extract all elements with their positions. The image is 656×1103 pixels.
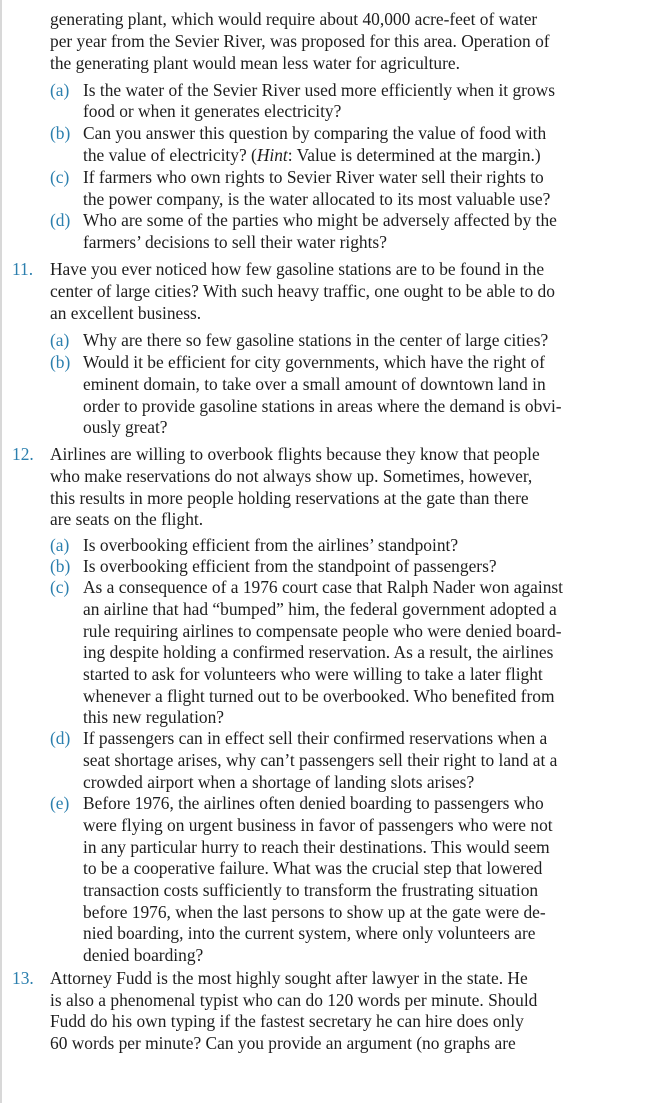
p13-intro-line-4: 60 words per minute? Can you provide an argument (no graphs are (50, 1033, 516, 1053)
p12c-line-3: rule requiring airlines to compensate people who were denied board- (83, 621, 562, 641)
p11b-line-1: Would it be efficient for city governments, which have the right of (83, 352, 545, 372)
p11-intro-line-1: Have you ever noticed how few gasoline stations are to be found in the (50, 259, 545, 279)
p13-intro-line-2: is also a phenomenal typist who can do 120 words per minute. Should (50, 990, 538, 1010)
p10-intro-line-1: generating plant, which would require about 40,000 acre-feet of water (50, 9, 538, 29)
p12d-line-1: If passengers can in effect sell their confirmed reservations when a (83, 728, 548, 748)
p10c-line-1: If farmers who own rights to Sevier River water sell their rights to (83, 167, 544, 187)
p10a-label: (a) (50, 80, 70, 100)
p12e-line-5: transaction costs sufficiently to transform the frustrating situation (83, 880, 539, 900)
p11-intro-line-3: an excellent business. (50, 303, 202, 323)
p12e-line-4: to be a cooperative failure. What was the crucial step that lowered (83, 858, 543, 878)
p12e-label: (e) (50, 793, 70, 813)
p10b-line-2 (83, 145, 541, 166)
p11b-line-2: eminent domain, to take over a small amount of downtown land in (83, 374, 546, 394)
p12c-line-5: started to ask for volunteers who were willing to take a later flight (83, 664, 543, 684)
p10-intro-line-2: per year from the Sevier River, was proposed for this area. Operation of (50, 31, 550, 51)
problem-13-number: 13. (12, 968, 34, 988)
p10c-label: (c) (50, 167, 70, 187)
p12-intro-line-4: are seats on the flight. (50, 509, 204, 529)
p10b-line-2-a: the value of electricity? ( (83, 145, 257, 165)
p12e-line-1: Before 1976, the airlines often denied boarding to passengers who (83, 793, 544, 813)
p12c-line-7: this new regulation? (83, 707, 225, 727)
p11a-line-1: Why are there so few gasoline stations in the center of large cities? (83, 330, 549, 350)
p12a-line-1: Is overbooking efficient from the airlines’ standpoint? (83, 535, 459, 555)
p12-intro-line-2: who make reservations do not always show up. Sometimes, however, (50, 466, 533, 486)
p12c-label: (c) (50, 577, 70, 597)
p12e-line-3: in any particular hurry to reach their destinations. This would seem (83, 837, 550, 857)
p12-intro-line-1: Airlines are willing to overbook flights because they know that people (50, 444, 540, 464)
p10c-line-2: the power company, is the water allocated to its most valuable use? (83, 189, 551, 209)
problem-12-number: 12. (12, 444, 34, 464)
p12-intro-line-3: this results in more people holding reservations at the gate than there (50, 488, 529, 508)
p10a-line-2: food or when it generates electricity? (83, 101, 342, 121)
p10d-label: (d) (50, 210, 71, 230)
p12e-line-6: before 1976, when the last persons to show up at the gate were de- (83, 902, 546, 922)
p11b-line-3: order to provide gasoline stations in areas where the demand is obvi- (83, 396, 562, 416)
problem-11-number: 11. (12, 259, 34, 279)
p11b-line-4: ously great? (83, 417, 168, 437)
p11b-label: (b) (50, 352, 71, 372)
p11a-label: (a) (50, 330, 70, 350)
p12e-line-8: denied boarding? (83, 945, 204, 965)
p12d-line-3: crowded airport when a shortage of landing slots arises? (83, 772, 475, 792)
p12c-line-1: As a consequence of a 1976 court case that Ralph Nader won against (83, 577, 564, 597)
p10b-label: (b) (50, 123, 71, 143)
p13-intro-line-3: Fudd do his own typing if the fastest secretary he can hire does only (50, 1011, 524, 1031)
p10b-line-1: Can you answer this question by comparing the value of food with (83, 123, 547, 143)
p10d-line-2: farmers’ decisions to sell their water rights? (83, 232, 387, 252)
p12e-line-7: nied boarding, into the current system, where only volunteers are (83, 923, 536, 943)
p10-intro-line-3: the generating plant would mean less water for agriculture. (50, 53, 460, 73)
p12c-line-4: ing despite holding a confirmed reservation. As a result, the airlines (83, 642, 554, 662)
p10a-line-1: Is the water of the Sevier River used more efficiently when it grows (83, 80, 555, 100)
p11-intro-line-2: center of large cities? With such heavy traffic, one ought to be able to do (50, 281, 555, 301)
p10b-line-2-b: : Value is determined at the margin.) (287, 145, 541, 165)
p12c-line-6: whenever a flight turned out to be overbooked. Who benefited from (83, 686, 555, 706)
p12d-line-2: seat shortage arises, why can’t passengers sell their right to land at a (83, 750, 558, 770)
hint-word: Hint (256, 145, 288, 165)
p12c-line-2: an airline that had “bumped” him, the federal government adopted a (83, 599, 557, 619)
p12d-label: (d) (50, 728, 71, 748)
page-left-edge (0, 0, 2, 1103)
p12e-line-2: were flying on urgent business in favor of passengers who were not (83, 815, 553, 835)
p12a-label: (a) (50, 535, 70, 555)
p12b-label: (b) (50, 556, 71, 576)
p10d-line-1: Who are some of the parties who might be adversely affected by the (83, 210, 557, 230)
p12b-line-1: Is overbooking efficient from the standpoint of passengers? (83, 556, 497, 576)
p13-intro-line-1: Attorney Fudd is the most highly sought after lawyer in the state. He (50, 968, 528, 988)
